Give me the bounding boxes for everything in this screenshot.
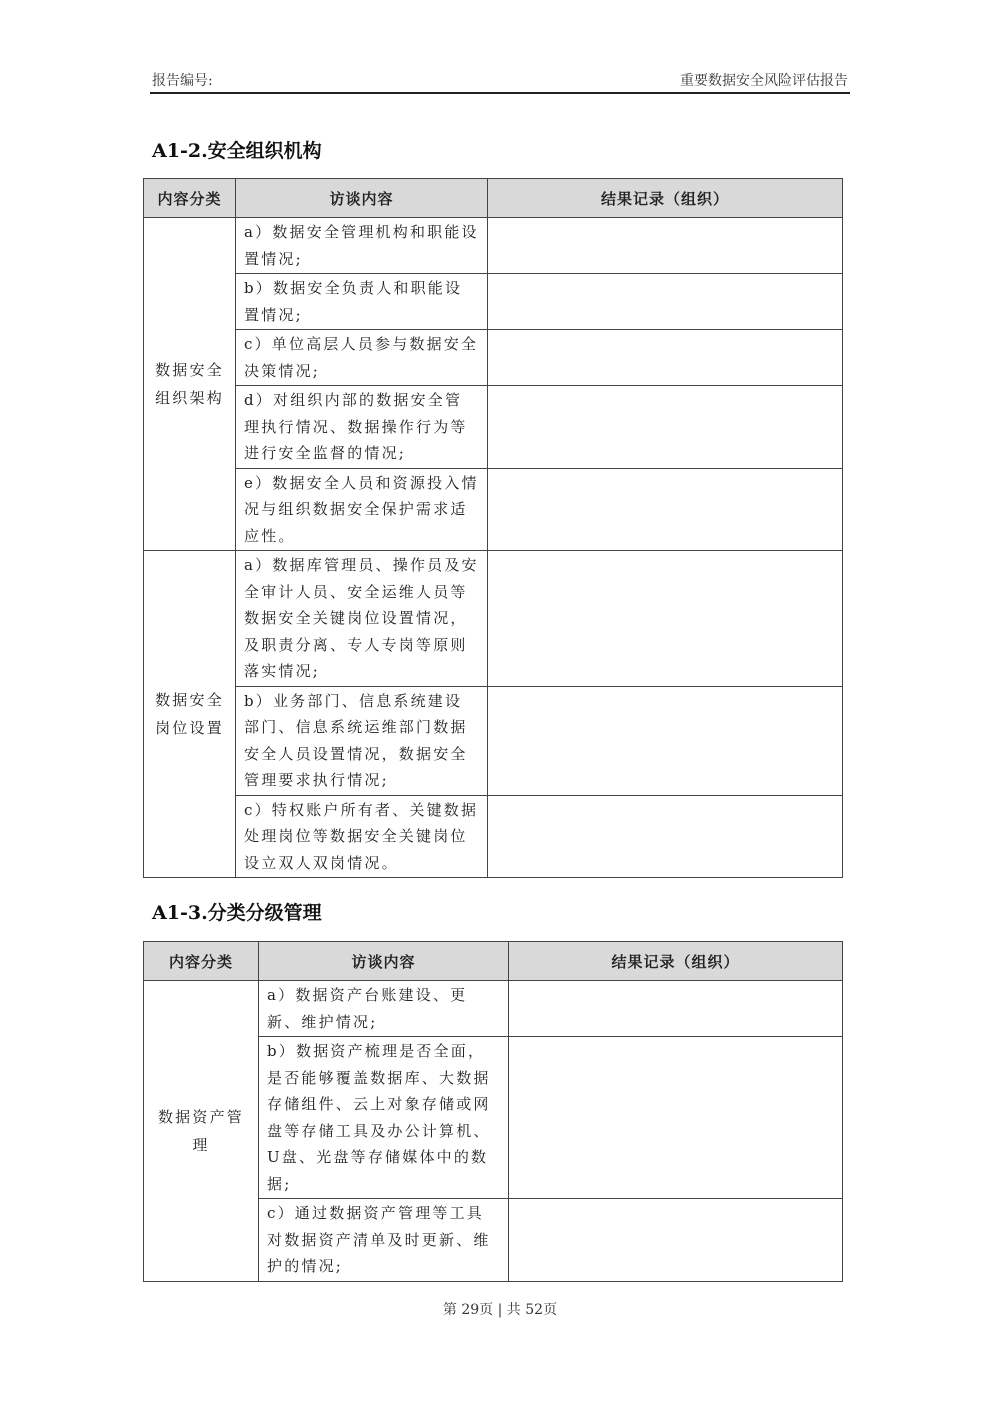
report-title: 重要数据安全风险评估报告 — [680, 73, 848, 89]
col-header-category: 内容分类 — [144, 942, 259, 981]
col-header-interview: 访谈内容 — [259, 942, 509, 981]
table-header-row — [144, 179, 843, 218]
table-row — [144, 218, 843, 274]
result-cell[interactable] — [488, 330, 843, 386]
page-header — [152, 70, 848, 92]
org-structure-table — [143, 178, 843, 878]
table-row — [144, 686, 843, 795]
col-header-result: 结果记录（组织） — [509, 942, 843, 981]
table-row — [144, 551, 843, 687]
interview-item: c）单位高层人员参与数据安全决策情况; — [236, 330, 488, 386]
table-row — [144, 795, 843, 878]
table-header-row — [144, 942, 843, 981]
category-cell: 数据安全岗位设置 — [144, 551, 236, 878]
interview-item: c）通过数据资产管理等工具对数据资产清单及时更新、维护的情况; — [259, 1199, 509, 1282]
col-header-interview: 访谈内容 — [236, 179, 488, 218]
table-row — [144, 330, 843, 386]
interview-item: c）特权账户所有者、关键数据处理岗位等数据安全关键岗位设立双人双岗情况。 — [236, 795, 488, 878]
result-cell[interactable] — [509, 1199, 843, 1282]
table-row — [144, 981, 843, 1037]
header-divider — [150, 92, 850, 94]
interview-item: e）数据安全人员和资源投入情况与组织数据安全保护需求适应性。 — [236, 468, 488, 551]
interview-item: b）数据安全负责人和职能设置情况; — [236, 274, 488, 330]
result-cell[interactable] — [488, 551, 843, 687]
table-row — [144, 386, 843, 469]
result-cell[interactable] — [488, 686, 843, 795]
category-cell: 数据安全组织架构 — [144, 218, 236, 551]
table-row — [144, 468, 843, 551]
page-footer: 第 29页 | 共 52页 — [442, 1302, 558, 1318]
category-cell: 数据资产管理 — [144, 981, 259, 1282]
result-cell[interactable] — [509, 981, 843, 1037]
classification-table — [143, 941, 843, 1282]
interview-item: a）数据资产台账建设、更新、维护情况; — [259, 981, 509, 1037]
result-cell[interactable] — [488, 468, 843, 551]
col-header-category: 内容分类 — [144, 179, 236, 218]
result-cell[interactable] — [488, 386, 843, 469]
table-row — [144, 274, 843, 330]
interview-item: a）数据安全管理机构和职能设置情况; — [236, 218, 488, 274]
interview-item: d）对组织内部的数据安全管理执行情况、数据操作行为等进行安全监督的情况; — [236, 386, 488, 469]
result-cell[interactable] — [509, 1037, 843, 1199]
interview-item: b）数据资产梳理是否全面，是否能够覆盖数据库、大数据存储组件、云上对象存储或网盘等存储工具及办公计算机、U盘、光盘等存储媒体中的数据; — [259, 1037, 509, 1199]
section-title-org: A1-2.安全组织机构 — [152, 140, 322, 162]
col-header-result: 结果记录（组织） — [488, 179, 843, 218]
report-number-label: 报告编号: — [152, 73, 213, 89]
interview-item: b）业务部门、信息系统建设部门、信息系统运维部门数据安全人员设置情况，数据安全管理要求执行情况; — [236, 686, 488, 795]
result-cell[interactable] — [488, 218, 843, 274]
result-cell[interactable] — [488, 274, 843, 330]
interview-item: a）数据库管理员、操作员及安全审计人员、安全运维人员等数据安全关键岗位设置情况，及职责分离、专人专岗等原则落实情况; — [236, 551, 488, 687]
section-title-classification: A1-3.分类分级管理 — [152, 902, 322, 924]
result-cell[interactable] — [488, 795, 843, 878]
